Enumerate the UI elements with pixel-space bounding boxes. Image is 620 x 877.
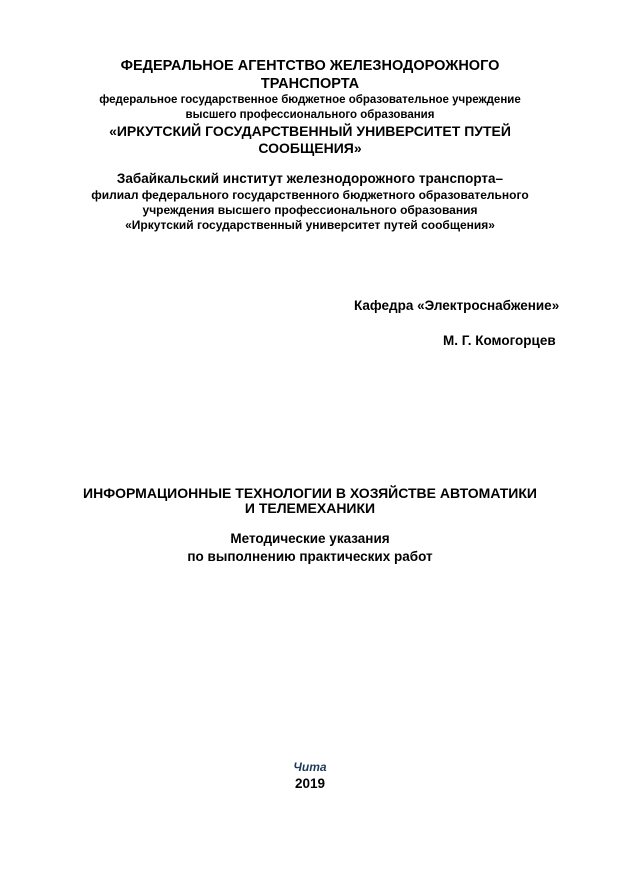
city-name: Чита [293,760,327,774]
budget-institution-line1: федеральное государственное бюджетное образовательное учреждение [99,94,521,106]
document-title-line2: И ТЕЛЕМЕХАНИКИ [244,500,376,516]
institute-line2: филиал федерального государственного бюджетного образовательного [91,188,529,202]
author-name: М. Г. Комогорцев [443,333,556,348]
agency-name-line2: ТРАНСПОРТА [260,76,360,92]
university-name-line2: СООБЩЕНИЯ» [258,140,362,156]
institute-line4: «Иркутский государственный университет путей сообщения» [125,218,495,232]
agency-name-line1: ФЕДЕРАЛЬНОЕ АГЕНТСТВО ЖЕЛЕЗНОДОРОЖНОГО [120,58,500,74]
department-name: Кафедра «Электроснабжение» [354,298,560,313]
document-title-line1: ИНФОРМАЦИОННЫЕ ТЕХНОЛОГИИ В ХОЗЯЙСТВЕ АВТОМАТИКИ [83,485,537,501]
document-type-line2: по выполнению практических работ [187,549,433,564]
budget-institution-line2: высшего профессионального образования [185,109,435,121]
university-name-line1: «ИРКУТСКИЙ ГОСУДАРСТВЕННЫЙ УНИВЕРСИТЕТ ПУТЕЙ [109,123,511,139]
institute-line1: Забайкальский институт железнодорожного транспорта– [116,171,504,186]
institute-line3: учреждения высшего профессионального образования [142,203,478,217]
publication-year: 2019 [294,776,326,791]
document-type-line1: Методические указания [230,531,390,546]
